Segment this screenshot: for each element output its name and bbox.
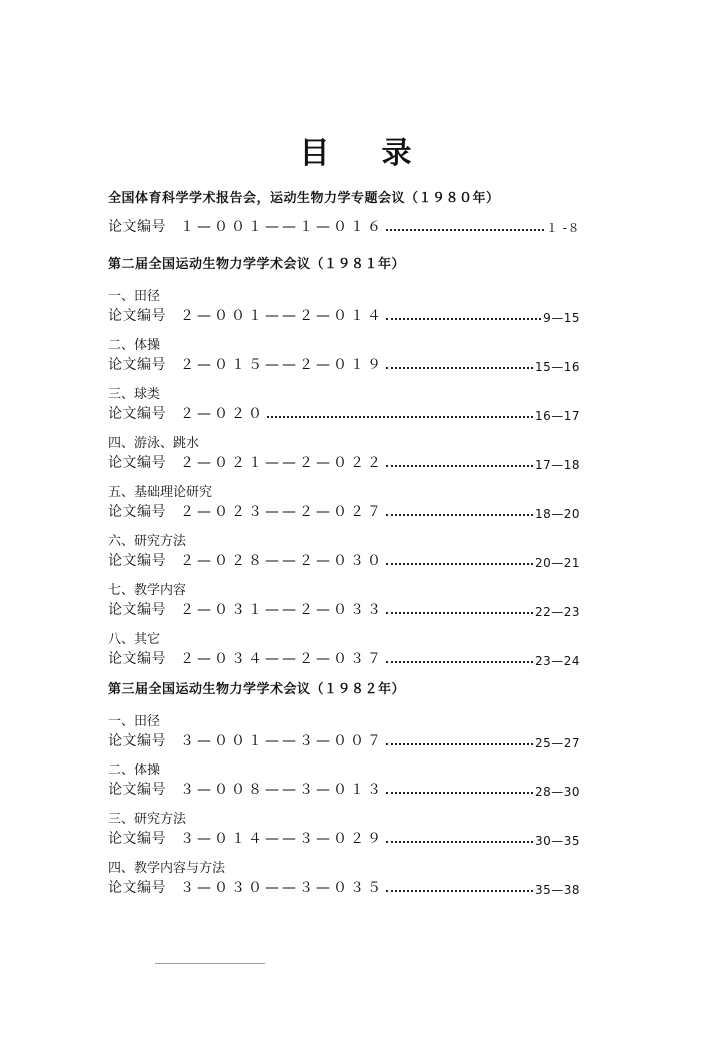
dot-leader [386, 890, 533, 892]
page-title [0, 128, 713, 172]
section-heading: 全国体育科学学术报告会，运动生物力学专题会议（１９８０年） [108, 191, 500, 206]
toc-entry [108, 354, 580, 374]
dot-leader [386, 563, 533, 565]
title-char-2: 录 [381, 136, 414, 171]
toc-entry [108, 828, 580, 848]
page-range: 18—20 [534, 507, 580, 521]
paper-number-range: ２—０２３——２—０２７ [180, 504, 384, 520]
paper-number-range: ２—０３４——２—０３７ [180, 651, 384, 667]
dot-leader [267, 416, 533, 418]
category-heading: 七、教学内容 [108, 583, 187, 598]
bottom-rule [155, 963, 265, 964]
paper-number-range: ３—０３０——３—０３５ [180, 880, 384, 896]
toc-entry [108, 730, 580, 750]
entry-label: 论文编号 [108, 831, 166, 847]
toc-entry [108, 216, 580, 236]
section-heading: 第二届全国运动生物力学学术会议（１９８１年） [108, 257, 406, 272]
paper-number-range: ３—００８——３—０１３ [180, 782, 384, 798]
toc-entry [108, 550, 580, 570]
paper-number-range: ２—０２８——２—０３０ [180, 553, 384, 569]
toc-entry [108, 452, 580, 472]
dot-leader [386, 465, 533, 467]
dot-leader [386, 367, 533, 369]
toc-entry [108, 305, 580, 325]
page-range: 25—27 [534, 736, 580, 750]
category-heading: 五、基础理论研究 [108, 485, 213, 500]
entry-label: 论文编号 [108, 553, 166, 569]
toc-entry [108, 501, 580, 521]
category-heading: 三、球类 [108, 387, 161, 402]
dot-leader [386, 229, 544, 231]
category-heading: 四、游泳、跳水 [108, 436, 200, 451]
paper-number-range: １—００１——１—０１６ [180, 219, 384, 235]
page-range: 30—35 [534, 834, 580, 848]
dot-leader [386, 514, 533, 516]
paper-number-range: ２—０２１——２—０２２ [180, 455, 384, 471]
dot-leader [386, 792, 533, 794]
entry-label: 论文编号 [108, 651, 166, 667]
page-range: 22—23 [534, 605, 580, 619]
section-heading: 第三届全国运动生物力学学术会议（１９８２年） [108, 682, 406, 697]
toc-entry [108, 877, 580, 897]
title-char-1: 目 [299, 136, 332, 171]
entry-label: 论文编号 [108, 504, 166, 520]
page-range: 16—17 [534, 409, 580, 423]
entry-label: 论文编号 [108, 880, 166, 896]
page-range: 20—21 [534, 556, 580, 570]
paper-number-range: ２—０１５——２—０１９ [180, 357, 384, 373]
entry-label: 论文编号 [108, 406, 166, 422]
page-range: 28—30 [534, 785, 580, 799]
paper-number-range: ３—０１４——３—０２９ [180, 831, 384, 847]
entry-label: 论文编号 [108, 357, 166, 373]
dot-leader [386, 841, 533, 843]
page-range: 15—16 [534, 360, 580, 374]
toc-entry [108, 403, 580, 423]
category-heading: 二、体操 [108, 338, 161, 353]
entry-label: 论文编号 [108, 455, 166, 471]
toc-entry [108, 599, 580, 619]
paper-number-range: ２—０３１——２—０３３ [180, 602, 384, 618]
page-range: 35—38 [534, 883, 580, 897]
dot-leader [386, 743, 533, 745]
page-range: 17—18 [534, 458, 580, 472]
toc-entry [108, 779, 580, 799]
category-heading: 八、其它 [108, 632, 161, 647]
page-range: １ -８ [545, 221, 580, 235]
entry-label: 论文编号 [108, 219, 166, 235]
category-heading: 三、研究方法 [108, 812, 187, 827]
category-heading: 二、体操 [108, 763, 161, 778]
paper-number-range: ３—００１——３—００７ [180, 733, 384, 749]
dot-leader [386, 318, 541, 320]
entry-label: 论文编号 [108, 602, 166, 618]
category-heading: 四、教学内容与方法 [108, 861, 226, 876]
page-range: 9—15 [543, 311, 580, 325]
paper-number-range: ２—０２０ [180, 406, 265, 422]
category-heading: 六、研究方法 [108, 534, 187, 549]
dot-leader [386, 661, 533, 663]
category-heading: 一、田径 [108, 714, 161, 729]
entry-label: 论文编号 [108, 782, 166, 798]
entry-label: 论文编号 [108, 308, 166, 324]
page-range: 23—24 [534, 654, 580, 668]
paper-number-range: ２—００１——２—０１４ [180, 308, 384, 324]
entry-label: 论文编号 [108, 733, 166, 749]
category-heading: 一、田径 [108, 289, 161, 304]
dot-leader [386, 612, 533, 614]
toc-entry [108, 648, 580, 668]
